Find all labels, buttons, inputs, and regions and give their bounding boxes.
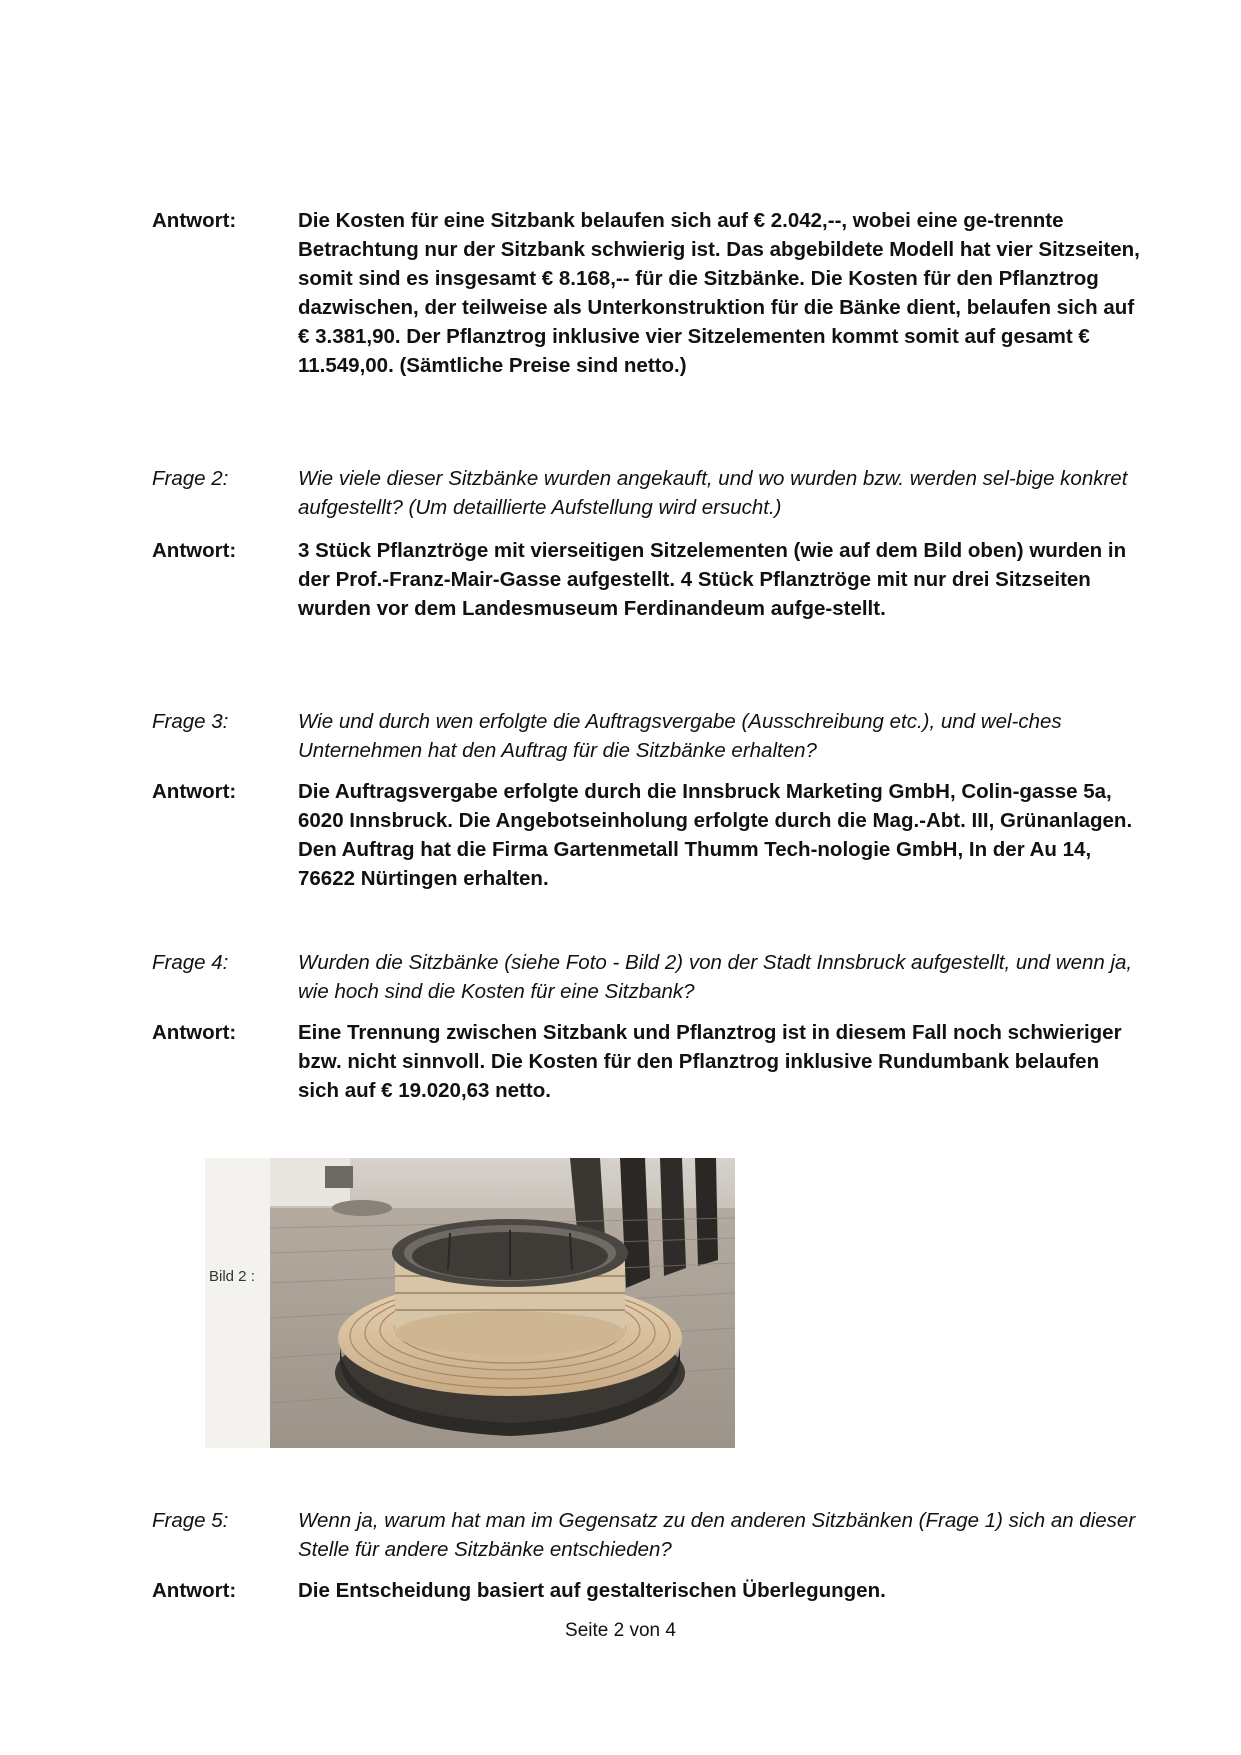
question-4-label: Frage 4: (152, 951, 229, 974)
answer-3-label: Antwort: (152, 780, 237, 803)
answer-1-label: Antwort: (152, 209, 237, 232)
answer-2-label: Antwort: (152, 539, 237, 562)
answer-1-text: Die Kosten für eine Sitzbank belaufen sich auf € 2.042,--, wobei eine ge-trennte Betrachtung nur der Sitzbank schwierig ist. Das abgebildete Modell hat vier Sitzseiten, somit sind es insgesamt € 8.168,-- für die Sitzbänke. Die Kosten für den Pflanztrog dazwischen, der teilweise als Unterkonstruktion für die Bänke dient, belaufen sich auf € 3.381,90. Der Pflanztrog inklusive vier Sitzelementen kommt somit auf gesamt € 11.549,00. (Sämtliche Preise sind netto.) (298, 209, 1140, 377)
page-number: Seite 2 von 4 (565, 1620, 676, 1641)
question-4-text: Wurden die Sitzbänke (siehe Foto - Bild 2) von der Stadt Innsbruck aufgestellt, und wenn ja, wie hoch sind die Kosten für eine Sitzbank? (298, 951, 1133, 1003)
figure-bild-2 (205, 1158, 735, 1448)
answer-3-block (152, 777, 1142, 893)
answer-5-text: Die Entscheidung basiert auf gestalterischen Überlegungen. (298, 1579, 886, 1602)
answer-4-label: Antwort: (152, 1021, 237, 1044)
answer-4-block (152, 1018, 1142, 1105)
question-5-block (152, 1506, 1142, 1564)
answer-5-label: Antwort: (152, 1579, 237, 1602)
answer-1-block (152, 206, 1142, 380)
question-2-block (152, 464, 1142, 522)
bench-photo (270, 1158, 735, 1448)
question-3-label: Frage 3: (152, 710, 229, 733)
question-3-text: Wie und durch wen erfolgte die Auftragsvergabe (Ausschreibung etc.), und wel-ches Unternehmen hat den Auftrag für die Sitzbänke erhalten? (298, 710, 1062, 762)
question-2-label: Frage 2: (152, 467, 229, 490)
question-4-block (152, 948, 1142, 1006)
question-5-label: Frage 5: (152, 1509, 229, 1532)
figure-label: Bild 2 : (209, 1268, 255, 1285)
answer-5-block (152, 1576, 1142, 1605)
answer-2-text: 3 Stück Pflanztröge mit vierseitigen Sitzelementen (wie auf dem Bild oben) wurden in der Prof.-Franz-Mair-Gasse aufgestellt. 4 Stück Pflanztröge mit nur drei Sitzseiten wurden vor dem Landesmuseum Ferdinandeum aufge-stellt. (298, 539, 1127, 620)
question-2-text: Wie viele dieser Sitzbänke wurden angekauft, und wo wurden bzw. werden sel-bige konkret aufgestellt? (Um detaillierte Aufstellung wird ersucht.) (298, 467, 1128, 519)
answer-3-text: Die Auftragsvergabe erfolgte durch die Innsbruck Marketing GmbH, Colin-gasse 5a, 6020 Innsbruck. Die Angebotseinholung erfolgte durch die Mag.-Abt. III, Grünanlagen. Den Auftrag hat die Firma Gartenmetall Thumm Tech-nologie GmbH, In der Au 14, 76622 Nürtingen erhalten. (298, 780, 1133, 890)
question-3-block (152, 707, 1142, 765)
answer-2-block (152, 536, 1142, 623)
answer-4-text: Eine Trennung zwischen Sitzbank und Pflanztrog ist in diesem Fall noch schwieriger bzw. nicht sinnvoll. Die Kosten für den Pflanztrog inklusive Rundumbank belaufen sich auf € 19.020,63 netto. (298, 1021, 1122, 1102)
question-5-text: Wenn ja, warum hat man im Gegensatz zu den anderen Sitzbänken (Frage 1) sich an dieser Stelle für andere Sitzbänke entschieden? (298, 1509, 1136, 1561)
